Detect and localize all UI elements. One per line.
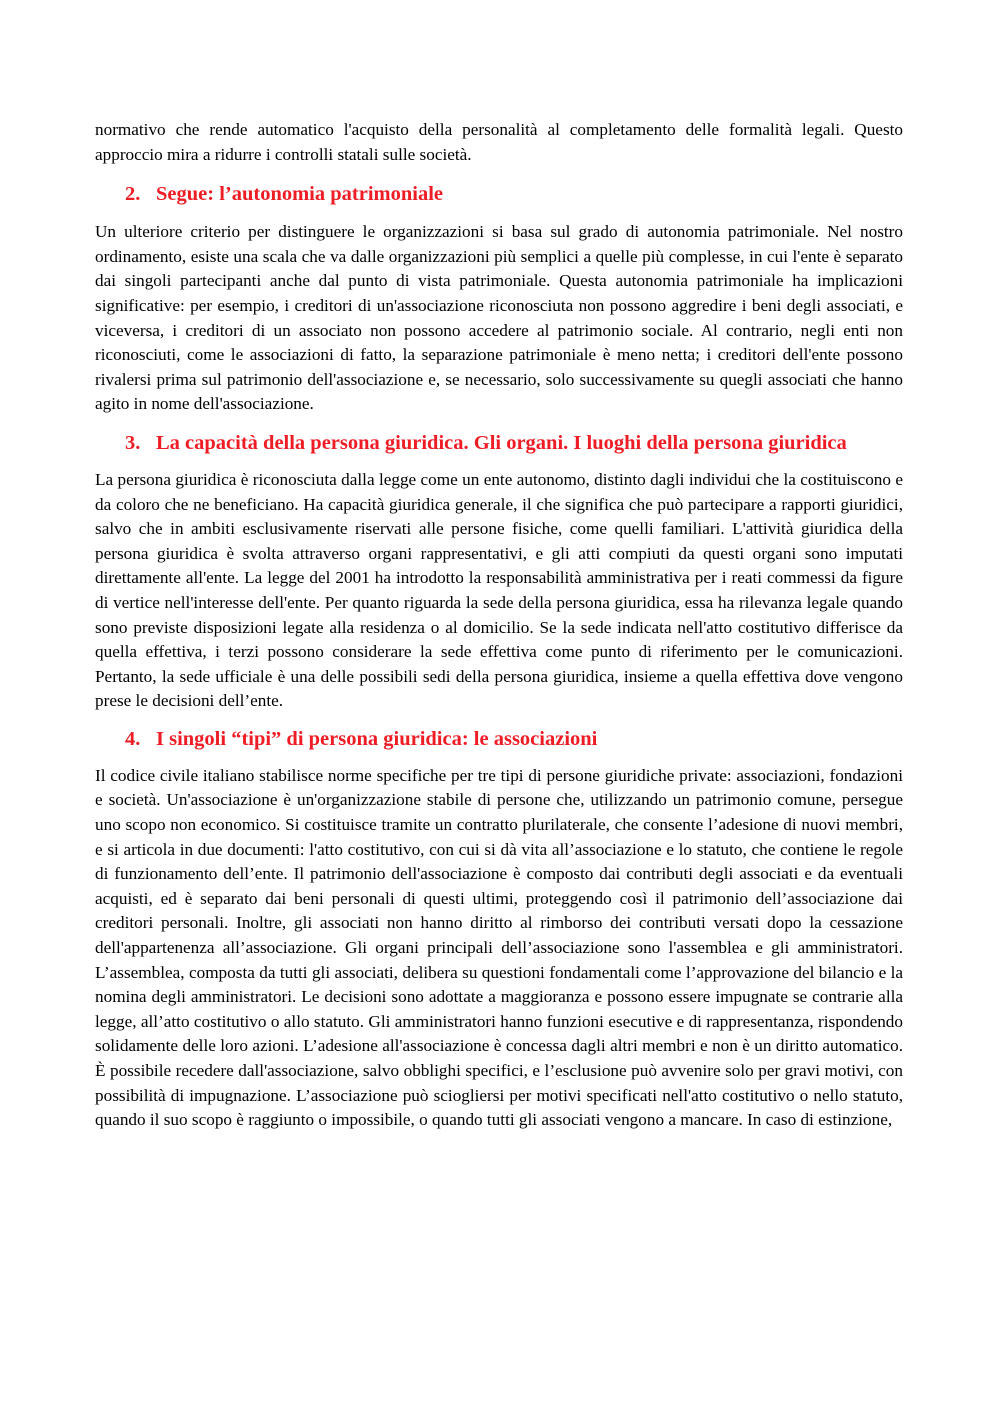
section-number: 3. <box>125 431 141 454</box>
section-heading-3 <box>95 429 903 458</box>
section-number: 2. <box>125 183 141 206</box>
document-page <box>95 118 903 1133</box>
section-heading-4 <box>95 725 903 754</box>
section-title: I singoli “tipi” di persona giuridica: le associazioni <box>156 727 598 750</box>
section-paragraph-2: Un ulteriore criterio per distinguere le organizzazioni si basa sul grado di autonomia patrimoniale. Nel nostro ordinamento, esiste una scala che va dalle organizzazioni più semplici a quelle più complesse, in cui l'ente è separato dai singoli partecipanti anche dal punto di vista patrimoniale. Questa autonomia patrimoniale ha implicazioni significative: per esempio, i creditori di un'associazione riconosciuta non possono aggredire i beni degli associati, e viceversa, i creditori di un associato non possono accedere al patrimonio sociale. Al contrario, negli enti non riconosciuti, come le associazioni di fatto, la separazione patrimoniale è meno netta; i creditori dell'ente possono rivalersi prima sul patrimonio dell'associazione e, se necessario, solo successivamente su quegli associati che hanno agito in nome dell'associazione. <box>95 222 903 414</box>
section-heading-2 <box>95 180 903 209</box>
section-paragraph-4: Il codice civile italiano stabilisce norme specifiche per tre tipi di persone giuridiche private: associazioni, fondazioni e società. Un'associazione è un'organizzazione stabile di persone che, utilizzando un patrimonio comune, persegue uno scopo non economico. Si costituisce tramite un contratto plurilaterale, che consente l’adesione di nuovi membri, e si articola in due documenti: l'atto costitutivo, con cui si dà vita all’associazione e lo statuto, che contiene le regole di funzionamento dell’ente. Il patrimonio dell'associazione è composto dai contributi degli associati e da eventuali acquisti, ed è separato dai beni personali di questi ultimi, proteggendo così il patrimonio dell’associazione dai creditori personali. Inoltre, gli associati non hanno diritto al rimborso dei contributi versati dopo la cessazione dell'appartenenza all’associazione. Gli organi principali dell’associazione sono l'assemblea e gli amministratori. L’assemblea, composta da tutti gli associati, delibera su questioni fondamentali come l’approvazione del bilancio e la nomina degli amministratori. Le decisioni sono adottate a maggioranza e possono essere impugnate se contrarie alla legge, all’atto costitutivo o allo statuto. Gli amministratori hanno funzioni esecutive e di rappresentanza, rispondendo solidamente delle loro azioni. L’adesione all'associazione è concessa dagli altri membri e non è un diritto automatico. È possibile recedere dall'associazione, salvo obblighi specifici, e l’esclusione può avvenire solo per gravi motivi, con possibilità di impugnazione. L’associazione può sciogliersi per motivi specificati nell'atto costitutivo o nello statuto, quando il suo scopo è raggiunto o impossibile, o quando tutti gli associati vengono a mancare. In caso di estinzione, <box>95 765 903 1130</box>
section-title: Segue: l’autonomia patrimoniale <box>156 183 443 206</box>
section-paragraph-3: La persona giuridica è riconosciuta dalla legge come un ente autonomo, distinto dagli individui che la costituiscono e da coloro che ne beneficiano. Ha capacità giuridica generale, il che significa che può partecipare a rapporti giuridici, salvo che in ambiti esclusivamente riservati alle persone fisiche, come quelli familiari. L'attività giuridica della persona giuridica è svolta attraverso organi rappresentativi, e gli atti compiuti da questi organi sono imputati direttamente all'ente. La legge del 2001 ha introdotto la responsabilità amministrativa per i reati commessi da figure di vertice nell'interesse dell'ente. Per quanto riguarda la sede della persona giuridica, essa ha rilevanza legale quando sono previste disposizioni legate alla residenza o al domicilio. Se la sede indicata nell'atto costitutivo differisce da quella effettiva, i terzi possono considerare la sede effettiva come punto di riferimento per le comunicazioni. Pertanto, la sede ufficiale è una delle possibili sedi della persona giuridica, insieme a quella effettiva dove vengono prese le decisioni dell’ente. <box>95 469 903 711</box>
section-title: La capacità della persona giuridica. Gli organi. I luoghi della persona giuridica <box>156 431 847 454</box>
intro-paragraph: normativo che rende automatico l'acquisto della personalità al completamento delle formalità legali. Questo approccio mira a ridurre i controlli statali sulle società. <box>95 120 903 164</box>
section-number: 4. <box>125 727 141 750</box>
